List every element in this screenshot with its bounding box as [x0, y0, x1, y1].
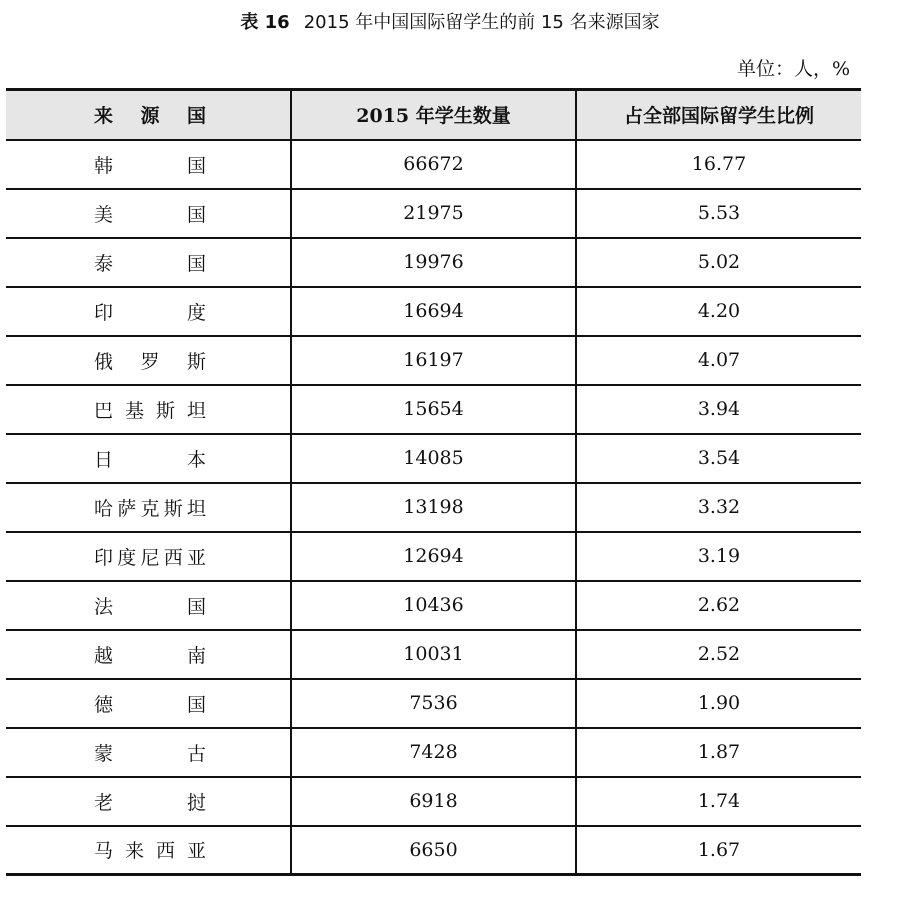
cell-count: 14085 — [291, 434, 576, 483]
cell-country: 德国 — [6, 679, 291, 728]
cell-share: 3.19 — [576, 532, 861, 581]
table-row — [6, 287, 861, 336]
table-row — [6, 238, 861, 287]
cell-count: 16694 — [291, 287, 576, 336]
cell-count: 6650 — [291, 826, 576, 875]
cell-count: 7536 — [291, 679, 576, 728]
cell-count: 21975 — [291, 189, 576, 238]
table-caption: 2015 年中国国际留学生的前 15 名来源国家 — [303, 12, 660, 33]
cell-country: 哈萨克斯坦 — [6, 483, 291, 532]
cell-country: 俄罗斯 — [6, 336, 291, 385]
cell-count: 16197 — [291, 336, 576, 385]
cell-share: 5.02 — [576, 238, 861, 287]
cell-country: 韩国 — [6, 140, 291, 189]
table-row — [6, 728, 861, 777]
cell-share: 1.67 — [576, 826, 861, 875]
cell-share: 1.90 — [576, 679, 861, 728]
cell-count: 10436 — [291, 581, 576, 630]
cell-count: 12694 — [291, 532, 576, 581]
cell-share: 4.20 — [576, 287, 861, 336]
cell-share: 3.94 — [576, 385, 861, 434]
cell-count: 10031 — [291, 630, 576, 679]
cell-share: 5.53 — [576, 189, 861, 238]
cell-share: 1.87 — [576, 728, 861, 777]
table-row — [6, 777, 861, 826]
table-row — [6, 630, 861, 679]
data-table — [6, 88, 861, 876]
cell-country: 美国 — [6, 189, 291, 238]
cell-share: 1.74 — [576, 777, 861, 826]
cell-count: 13198 — [291, 483, 576, 532]
cell-share: 3.54 — [576, 434, 861, 483]
table-row — [6, 140, 861, 189]
cell-country: 泰国 — [6, 238, 291, 287]
cell-count: 6918 — [291, 777, 576, 826]
table-row — [6, 189, 861, 238]
cell-count: 15654 — [291, 385, 576, 434]
cell-country: 印度 — [6, 287, 291, 336]
cell-country: 蒙古 — [6, 728, 291, 777]
table-row — [6, 336, 861, 385]
cell-share: 4.07 — [576, 336, 861, 385]
cell-count: 66672 — [291, 140, 576, 189]
unit-note: 单位：人，% — [736, 58, 850, 80]
cell-country: 印度尼西亚 — [6, 532, 291, 581]
header-country: 来源国 — [6, 90, 291, 140]
cell-country: 法国 — [6, 581, 291, 630]
table-title — [0, 8, 900, 34]
table-row — [6, 581, 861, 630]
cell-country: 老挝 — [6, 777, 291, 826]
header-count: 2015 年学生数量 — [291, 90, 576, 140]
table-row — [6, 532, 861, 581]
table-row — [6, 826, 861, 875]
cell-country: 越南 — [6, 630, 291, 679]
cell-count: 19976 — [291, 238, 576, 287]
table-row — [6, 434, 861, 483]
table-number: 表 16 — [240, 12, 290, 33]
header-share: 占全部国际留学生比例 — [576, 90, 861, 140]
cell-country: 马来西亚 — [6, 826, 291, 875]
header-row — [6, 90, 861, 140]
table-body — [6, 140, 861, 875]
cell-share: 2.52 — [576, 630, 861, 679]
table-row — [6, 679, 861, 728]
cell-country: 日本 — [6, 434, 291, 483]
cell-share: 16.77 — [576, 140, 861, 189]
cell-share: 2.62 — [576, 581, 861, 630]
cell-country: 巴基斯坦 — [6, 385, 291, 434]
table-row — [6, 385, 861, 434]
table-row — [6, 483, 861, 532]
cell-count: 7428 — [291, 728, 576, 777]
cell-share: 3.32 — [576, 483, 861, 532]
